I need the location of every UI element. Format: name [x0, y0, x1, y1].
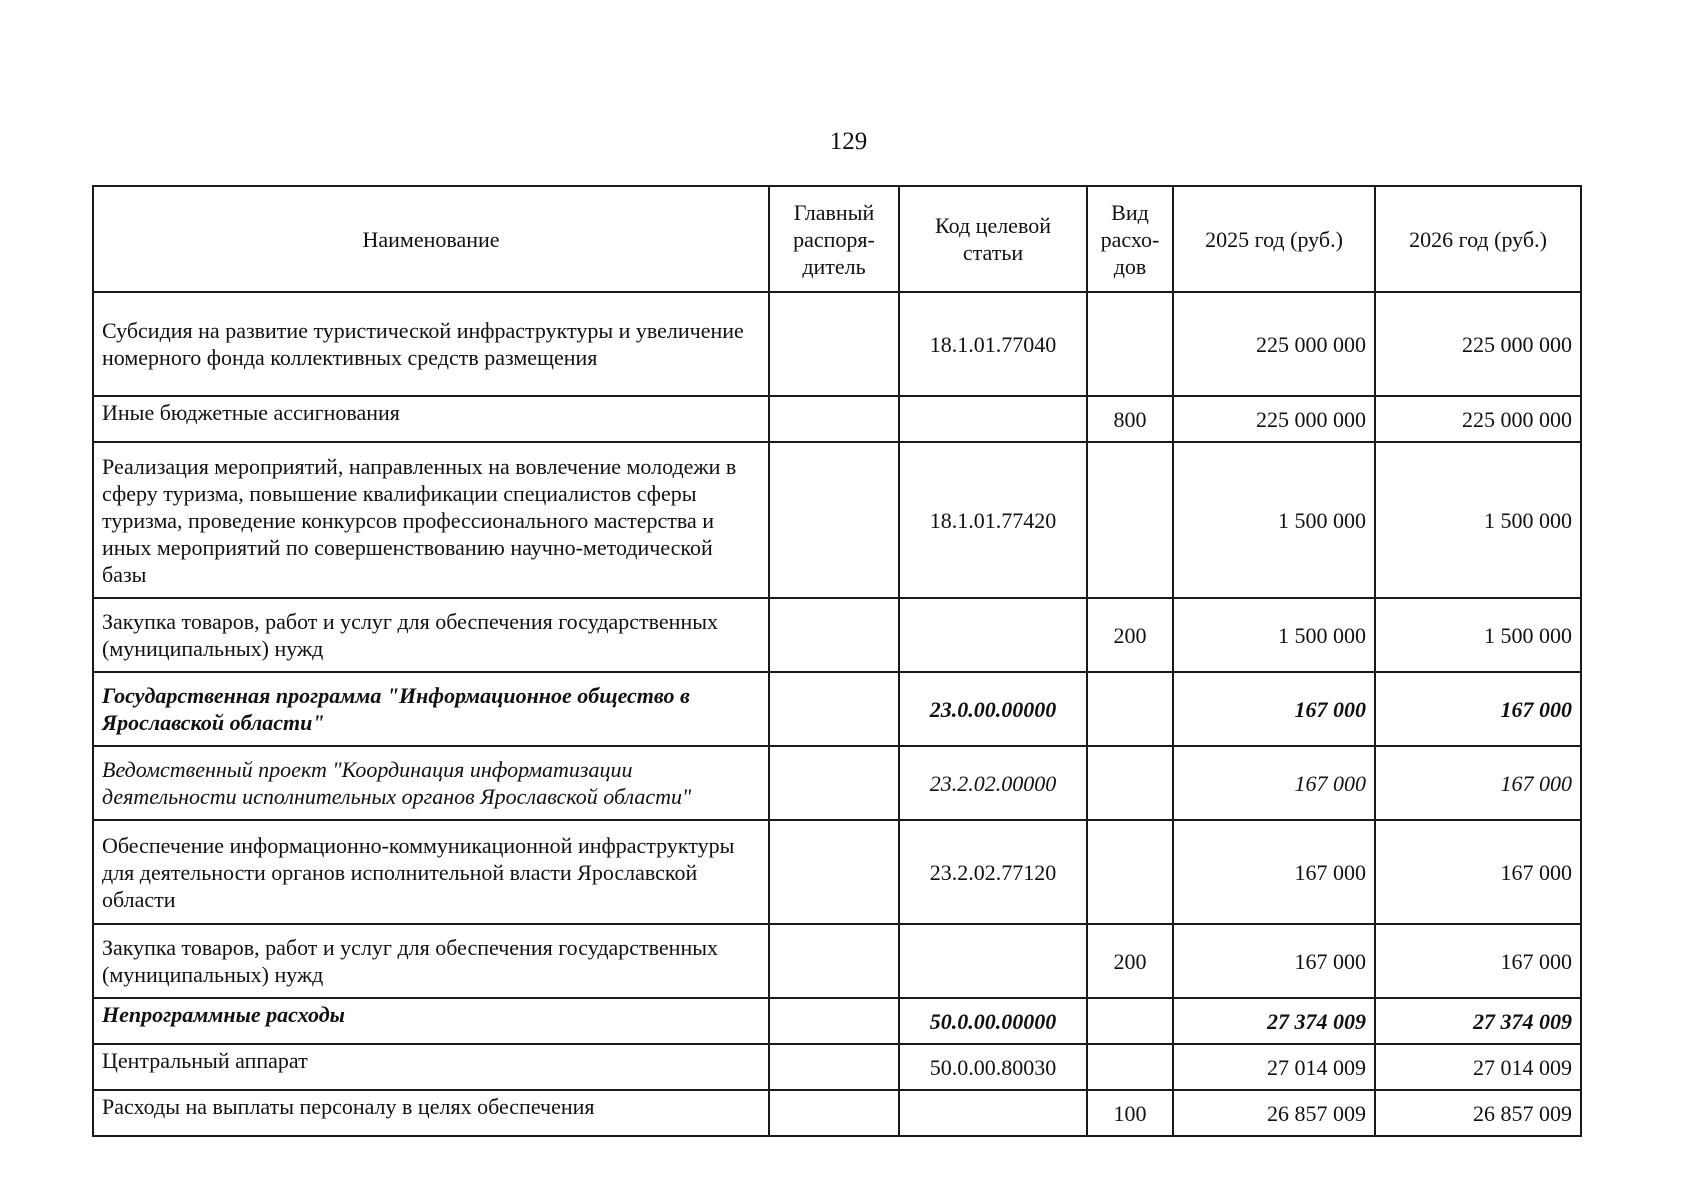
cell-type: 200: [1087, 924, 1173, 998]
cell-2026: 225 000 000: [1375, 396, 1581, 442]
table-row: [93, 1090, 1581, 1136]
cell-2026: 1 500 000: [1375, 598, 1581, 672]
cell-2026: 167 000: [1375, 820, 1581, 924]
header-type: Вид расхо-дов: [1087, 186, 1173, 292]
cell-code: [899, 598, 1087, 672]
cell-type: [1087, 292, 1173, 396]
cell-name: Расходы на выплаты персоналу в целях обеспечения: [93, 1090, 769, 1136]
page-number: 129: [829, 128, 868, 155]
cell-2026: 27 014 009: [1375, 1044, 1581, 1090]
header-2025: 2025 год (руб.): [1173, 186, 1375, 292]
cell-code: 23.2.02.77120: [899, 820, 1087, 924]
table-header-row: [93, 186, 1581, 292]
cell-code: [899, 1090, 1087, 1136]
cell-name: Закупка товаров, работ и услуг для обеспечения государственных (муниципальных) нужд: [93, 598, 769, 672]
cell-code: [899, 396, 1087, 442]
table-row: [93, 598, 1581, 672]
cell-type: [1087, 672, 1173, 746]
cell-type: [1087, 998, 1173, 1044]
cell-2025: 1 500 000: [1173, 442, 1375, 598]
cell-type: 200: [1087, 598, 1173, 672]
header-manager: Главный распоря-дитель: [769, 186, 899, 292]
cell-2026: 167 000: [1375, 924, 1581, 998]
cell-name: Иные бюджетные ассигнования: [93, 396, 769, 442]
cell-manager: [769, 924, 899, 998]
cell-name: Субсидия на развитие туристической инфраструктуры и увеличение номерного фонда коллективных средств размещения: [93, 292, 769, 396]
cell-type: 100: [1087, 1090, 1173, 1136]
cell-2025: 1 500 000: [1173, 598, 1375, 672]
cell-manager: [769, 396, 899, 442]
cell-name: Обеспечение информационно-коммуникационной инфраструктуры для деятельности органов исполнительной власти Ярославской области: [93, 820, 769, 924]
cell-manager: [769, 598, 899, 672]
cell-2025: 225 000 000: [1173, 292, 1375, 396]
cell-code: 23.2.02.00000: [899, 746, 1087, 820]
header-name: Наименование: [93, 186, 769, 292]
cell-2026: 167 000: [1375, 746, 1581, 820]
cell-type: [1087, 442, 1173, 598]
cell-name: Закупка товаров, работ и услуг для обеспечения государственных (муниципальных) нужд: [93, 924, 769, 998]
cell-2026: 27 374 009: [1375, 998, 1581, 1044]
cell-2026: 225 000 000: [1375, 292, 1581, 396]
cell-manager: [769, 820, 899, 924]
cell-manager: [769, 746, 899, 820]
cell-name: Ведомственный проект "Координация информатизации деятельности исполнительных органов Ярославской области": [93, 746, 769, 820]
cell-code: 18.1.01.77420: [899, 442, 1087, 598]
header-code: Код целевой статьи: [899, 186, 1087, 292]
cell-2025: 167 000: [1173, 924, 1375, 998]
cell-manager: [769, 1044, 899, 1090]
cell-type: [1087, 820, 1173, 924]
cell-code: [899, 924, 1087, 998]
cell-type: [1087, 746, 1173, 820]
table-row: [93, 924, 1581, 998]
table-row: [93, 442, 1581, 598]
cell-code: 50.0.00.80030: [899, 1044, 1087, 1090]
cell-code: 18.1.01.77040: [899, 292, 1087, 396]
cell-code: 50.0.00.00000: [899, 998, 1087, 1044]
table-row: [93, 672, 1581, 746]
cell-2025: 167 000: [1173, 672, 1375, 746]
header-2026: 2026 год (руб.): [1375, 186, 1581, 292]
cell-code: 23.0.00.00000: [899, 672, 1087, 746]
cell-manager: [769, 672, 899, 746]
cell-name: Реализация мероприятий, направленных на вовлечение молодежи в сферу туризма, повышение квалификации специалистов сферы туризма, проведение конкурсов профессионального мастерства и иных мероприятий по совершенствованию научно-методической базы: [93, 442, 769, 598]
cell-2026: 1 500 000: [1375, 442, 1581, 598]
table-row: [93, 292, 1581, 396]
cell-2026: 26 857 009: [1375, 1090, 1581, 1136]
cell-name: Государственная программа "Информационное общество в Ярославской области": [93, 672, 769, 746]
cell-2025: 167 000: [1173, 746, 1375, 820]
cell-2025: 167 000: [1173, 820, 1375, 924]
table-row: [93, 1044, 1581, 1090]
cell-2025: 26 857 009: [1173, 1090, 1375, 1136]
cell-type: [1087, 1044, 1173, 1090]
cell-2025: 27 374 009: [1173, 998, 1375, 1044]
cell-2025: 27 014 009: [1173, 1044, 1375, 1090]
table-row: [93, 396, 1581, 442]
cell-manager: [769, 1090, 899, 1136]
cell-manager: [769, 442, 899, 598]
cell-manager: [769, 292, 899, 396]
cell-manager: [769, 998, 899, 1044]
cell-2025: 225 000 000: [1173, 396, 1375, 442]
cell-2026: 167 000: [1375, 672, 1581, 746]
cell-name: Центральный аппарат: [93, 1044, 769, 1090]
cell-type: 800: [1087, 396, 1173, 442]
cell-name: Непрограммные расходы: [93, 998, 769, 1044]
table-row: [93, 820, 1581, 924]
budget-table: [92, 185, 1582, 1137]
table-row: [93, 746, 1581, 820]
table-row: [93, 998, 1581, 1044]
